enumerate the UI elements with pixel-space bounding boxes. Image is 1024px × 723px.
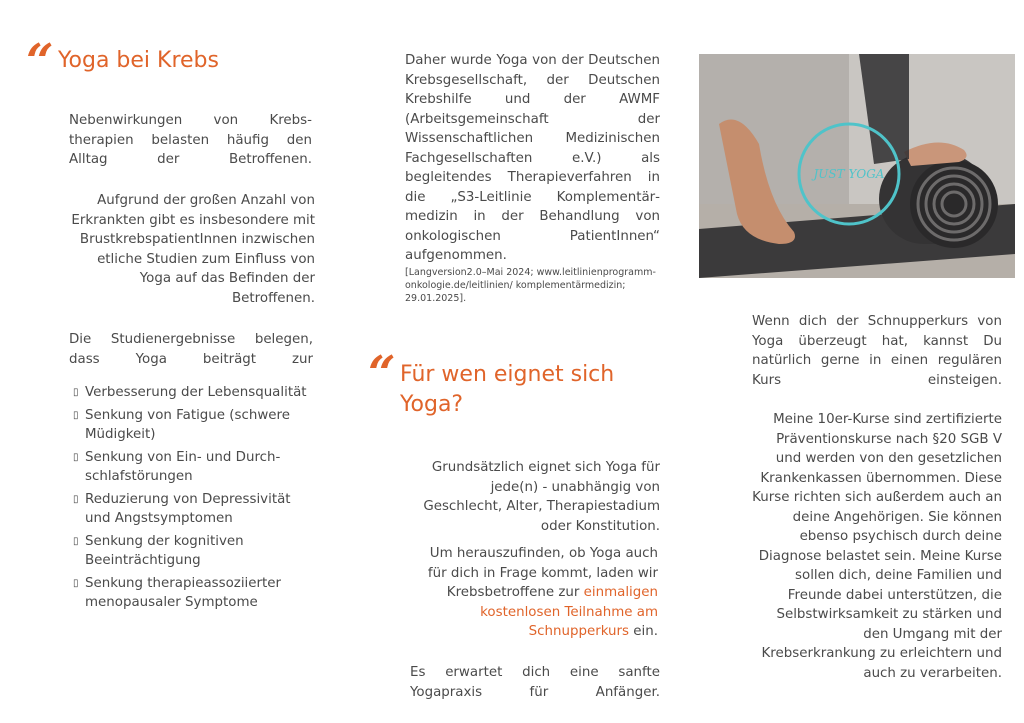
checkbox-bullet-icon: ▯: [73, 451, 79, 463]
highlight-schnupperkurs: einmaligen kostenlosen Teilnahme am Schnupperkurs: [480, 585, 658, 639]
list-item: ▯ Reduzierung von Depressivität und Angstsymptomen: [73, 490, 313, 529]
section-title-yoga-bei-krebs: Yoga bei Krebs: [58, 48, 219, 73]
checkbox-bullet-icon: ▯: [73, 535, 79, 547]
paragraph-ergebnisse: Die Studienergebnisse belegen, dass Yoga beiträgt zur: [69, 332, 313, 367]
section-title-fuer-wen: Für wen eignet sich Yoga?: [400, 362, 615, 417]
list-item: ▯ Senkung von Fatigue (schwere Müdigkeit): [73, 406, 313, 445]
yoga-mat-photo: [699, 54, 1015, 278]
paragraph-grundsaetzlich: Grundsätzlich eignet sich Yoga für jede(n) - unabhängig von Geschlecht, Alter, Therapiestadium oder Konstitution.: [423, 460, 660, 534]
paragraph-leitlinie: Daher wurde Yoga von der Deutschen Krebsgesellschaft, der Deutschen Krebshilfe und der AWMF (Arbeitsgemeinschaft der Wissenschaftlichen Medizinischen Fachgesellschaften e.V.) als begleitendes Therapieverfahren in die „S3-Leitlinie Komplementärmedizin in der Behandlung von onkologischen PatientInnen“ aufgenommen.: [405, 53, 660, 263]
list-item: ▯ Senkung der kognitiven Beeinträchtigung: [73, 532, 313, 571]
paragraph-schnupperkurs: Um herauszufinden, ob Yoga auch für dich in Frage kommt, laden wir Krebsbetroffene zur einmaligen kostenlosen Teilnahme am Schnupperkurs ein.: [427, 546, 658, 639]
paragraph-studien: Aufgrund der großen Anzahl von Erkrankten gibt es insbesondere mit BrustkrebspatientInnen inzwischen etliche Studien zum Einfluss von Yoga auf das Befinden der Betroffenen.: [71, 193, 315, 306]
checkbox-bullet-icon: ▯: [73, 493, 79, 505]
logo-text: JUST YOGA: [813, 167, 885, 181]
checkbox-bullet-icon: ▯: [73, 409, 79, 421]
checkbox-bullet-icon: ▯: [73, 387, 79, 398]
yoga-photo-illustration: [699, 54, 1015, 278]
list-item: ▯ Senkung von Ein- und Durchschlafstörungen: [73, 448, 313, 487]
paragraph-regulaerer-kurs: Wenn dich der Schnupperkurs von Yoga überzeugt hat, kannst Du natürlich gerne in einen regulären Kurs einsteigen.: [752, 314, 1002, 388]
list-item: ▯ Senkung therapieassoziierter menopausaler Symptome: [73, 574, 313, 613]
list-item: ▯ Verbesserung der Lebensqualität: [73, 383, 313, 403]
paragraph-nebenwirkungen: Nebenwirkungen von Krebstherapien belasten häufig den Alltag der Betroffenen.: [69, 113, 312, 167]
paragraph-anfaenger: Es erwartet dich eine sanfte Yogapraxis für Anfänger.: [410, 665, 660, 700]
quote-mark-icon: “: [368, 346, 396, 402]
checkbox-bullet-icon: ▯: [73, 577, 79, 589]
quote-mark-icon: “: [26, 34, 54, 90]
paragraph-10er-kurse: Meine 10er-Kurse sind zertifizierte Präventionskurse nach §20 SGB V und werden von den gesetzlichen Krankenkassen übernommen. Diese Kurse richten sich außerdem auch an deine Angehörigen. Sie können ebenso psychisch durch deine Diagnose belastet sein. Meine Kurse sollen dich, deine Familien und Freunde dabei unterstützen, die Selbstwirksamkeit zu stärken und den Umgang mit der Krebserkrankung zu erleichtern und auch zu verarbeiten.: [752, 412, 1002, 681]
benefits-list: [73, 383, 313, 613]
reference-note: [Langversion2.0–Mai 2024; www.leitlinienprogramm-onkologie.de/leitlinien/ komplementärmedizin; 29.01.2025].: [405, 267, 656, 304]
